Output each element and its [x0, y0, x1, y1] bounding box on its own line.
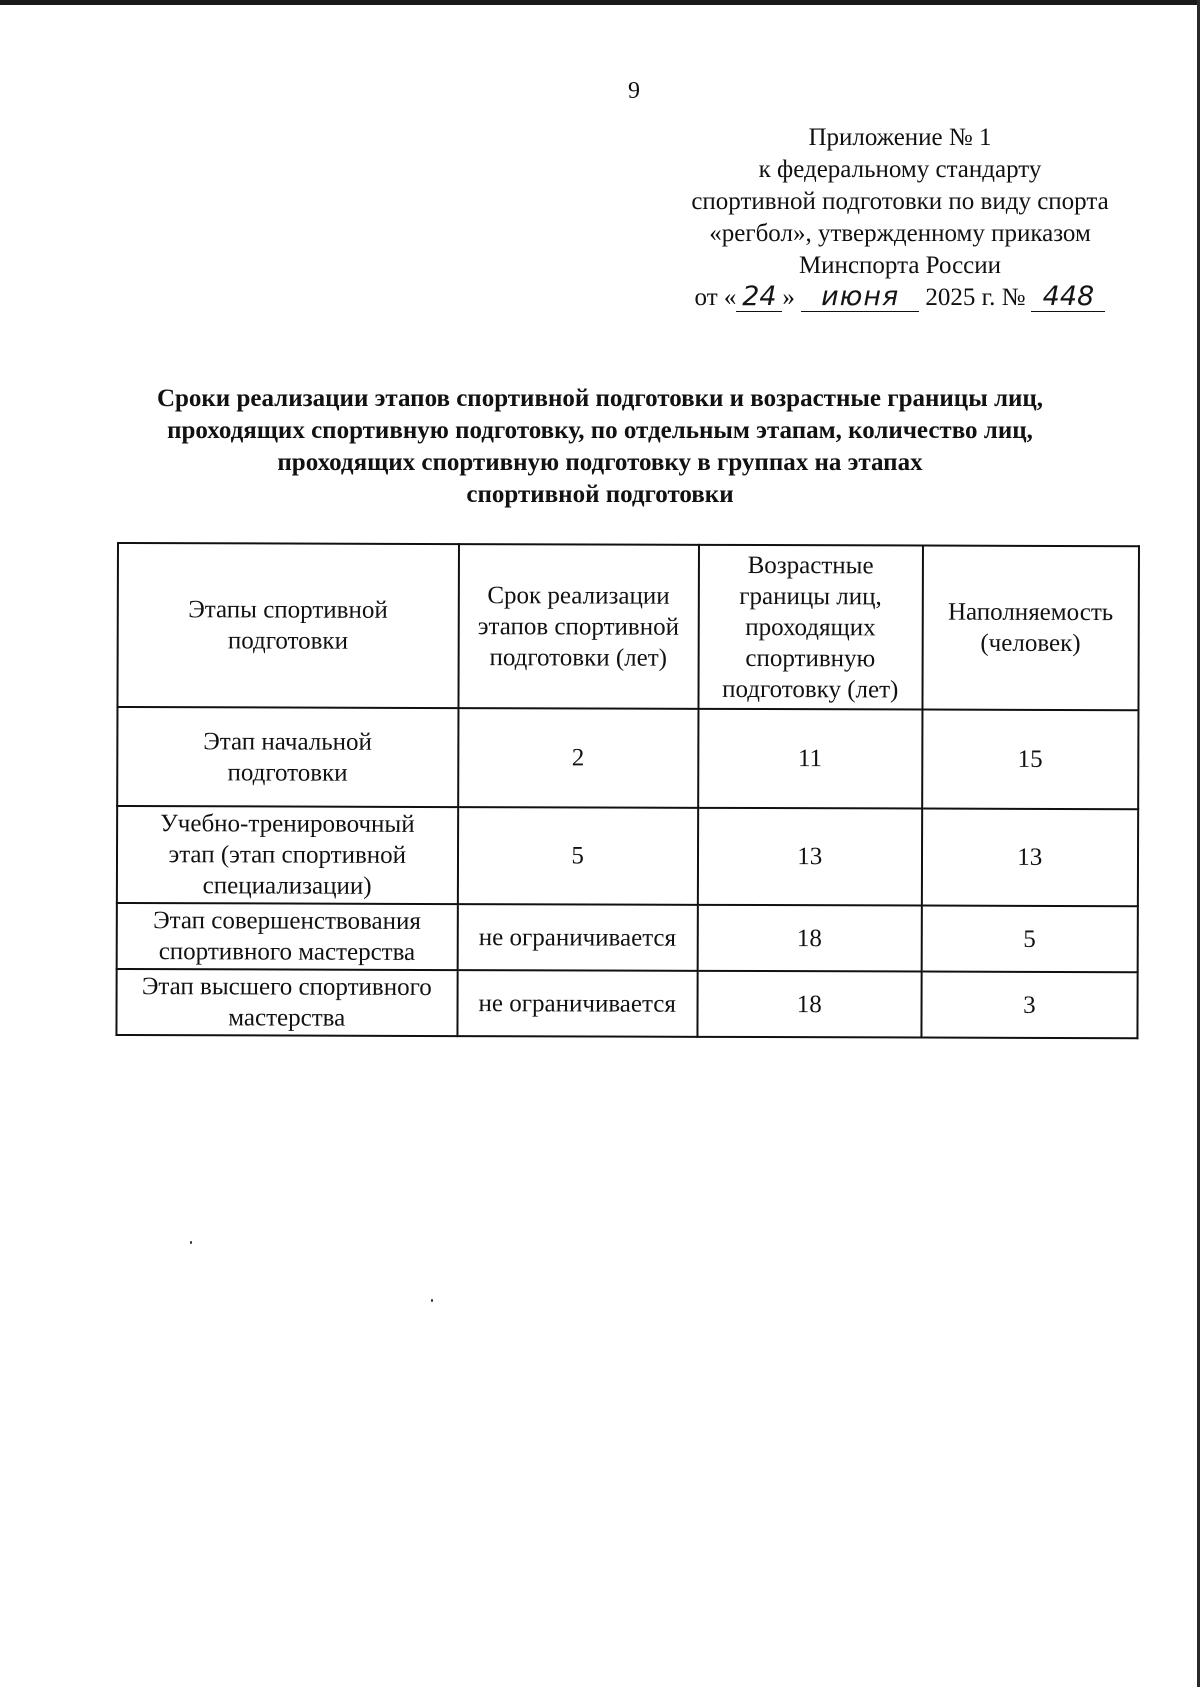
date-year-text: 2025 г. № — [925, 284, 1026, 311]
title-line: спортивной подготовки — [466, 481, 734, 508]
appendix-line: «регбол», утвержденному приказом — [709, 220, 1091, 247]
handwritten-month: июня — [801, 283, 919, 312]
title-line: проходящих спортивную подготовку, по отдельным этапам, количество лиц, — [167, 417, 1033, 444]
table-cell: Учебно-тренировочный этап (этап спортивной специализации) — [117, 806, 458, 904]
table-row — [117, 707, 1138, 809]
table-cell: 5 — [457, 807, 698, 905]
table-row — [117, 806, 1138, 906]
table-cell: 18 — [697, 905, 921, 972]
table-row — [117, 903, 1138, 972]
document-title — [100, 383, 1100, 511]
table-cell: Этап высшего спортивного мастерства — [116, 969, 457, 1036]
header-cell-stages: Этапы спортивной подготовки — [117, 543, 458, 708]
scan-speck — [190, 1241, 192, 1244]
table-header-row — [117, 543, 1139, 710]
training-stages-table — [115, 542, 1140, 1039]
title-line: проходящих спортивную подготовку в группах на этапах — [277, 449, 923, 476]
scan-edge-top — [0, 0, 1200, 5]
table-cell: не ограничивается — [457, 970, 698, 1037]
appendix-line: к федеральному стандарту — [758, 156, 1042, 183]
table-cell: 15 — [922, 710, 1139, 810]
table-cell: Этап совершенствования спортивного мастерства — [117, 903, 458, 970]
order-date-line — [620, 282, 1180, 314]
table-cell: 13 — [698, 808, 922, 906]
table-cell: 3 — [921, 972, 1138, 1039]
table-cell: 11 — [698, 709, 922, 809]
table-cell: 5 — [921, 906, 1138, 973]
header-cell-age-limits: Возрастные границы лиц, проходящих спортивную подготовку (лет) — [698, 545, 922, 710]
table-cell: Этап начальной подготовки — [117, 707, 458, 807]
table-row — [116, 969, 1137, 1038]
page-number: 9 — [628, 78, 640, 104]
appendix-line: Минспорта России — [798, 252, 1002, 279]
table-cell: 13 — [921, 809, 1138, 907]
table-cell: 2 — [458, 708, 699, 808]
header-cell-group-size: Наполняемость (человек) — [922, 546, 1139, 711]
appendix-line: спортивной подготовки по виду спорта — [691, 188, 1109, 215]
handwritten-day: 24 — [736, 283, 782, 312]
header-cell-duration: Срок реализации этапов спортивной подготовки (лет) — [458, 544, 699, 709]
date-prefix: от « — [694, 284, 737, 311]
appendix-line: Приложение № 1 — [808, 124, 992, 151]
table-cell: не ограничивается — [457, 904, 698, 971]
appendix-block — [620, 122, 1180, 314]
handwritten-order-number: 448 — [1031, 283, 1105, 312]
date-day-suffix: » — [782, 284, 795, 311]
scan-speck — [431, 1299, 433, 1302]
title-line: Сроки реализации этапов спортивной подготовки и возрастные границы лиц, — [156, 385, 1044, 412]
table-cell: 18 — [697, 971, 921, 1038]
